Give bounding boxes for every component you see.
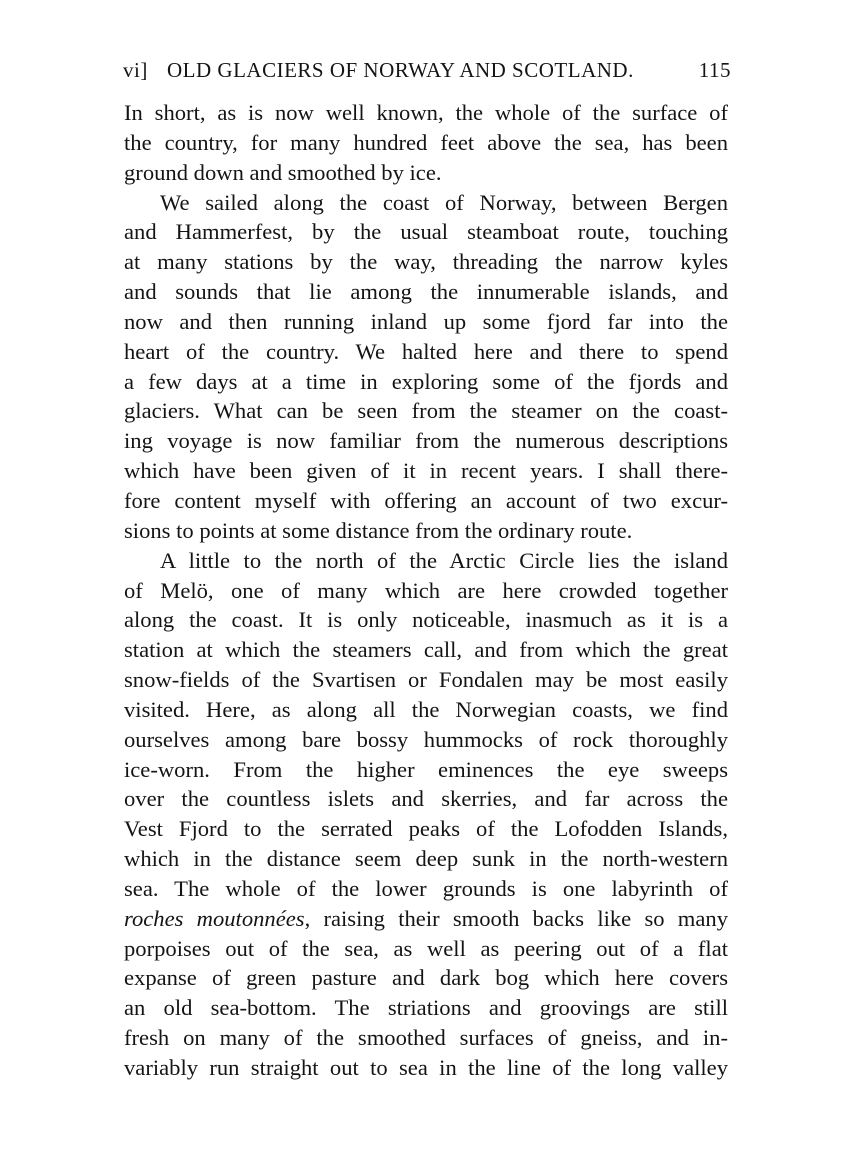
text-line: which have been given of it in recent years. I shall there-	[124, 458, 728, 484]
body-text	[124, 98, 728, 1083]
text-line: sions to points at some distance from the ordinary route.	[124, 517, 633, 543]
text-line: variably run straight out to sea in the line of the long valley	[124, 1055, 728, 1080]
text-line: at many stations by the way, threading the narrow kyles	[124, 249, 728, 275]
text-line: fore content myself with offering an account of two excur-	[124, 487, 728, 513]
running-head	[123, 58, 731, 88]
text-line: ground down and smoothed by ice.	[124, 159, 442, 185]
paragraph-first-line: A little to the north of the Arctic Circle lies the island	[160, 547, 728, 573]
text-line: an old sea-bottom. The striations and groovings are still	[124, 995, 728, 1021]
text-line: porpoises out of the sea, as well as peering out of a flat	[124, 935, 728, 961]
text-line: snow-fields of the Svartisen or Fondalen may be most easily	[124, 667, 728, 693]
line-remainder: , raising their smooth backs like so many	[304, 905, 728, 931]
text-line: In short, as is now well known, the whole of the surface of	[124, 100, 728, 125]
text-line: fresh on many of the smoothed surfaces of gneiss, and in-	[124, 1025, 728, 1051]
text-line: ice-worn. From the higher eminences the eye sweeps	[124, 756, 728, 782]
text-line: the country, for many hundred feet above the sea, has been	[124, 129, 728, 155]
paragraph-first-line: We sailed along the coast of Norway, between Bergen	[160, 189, 728, 215]
text-line: of Melö, one of many which are here crowded together	[124, 577, 728, 603]
text-line: sea. The whole of the lower grounds is one labyrinth of	[124, 875, 728, 901]
text-line: along the coast. It is only noticeable, inasmuch as it is a	[124, 607, 728, 633]
text-line: station at which the steamers call, and from which the great	[124, 637, 728, 663]
page-number: 115	[698, 58, 731, 82]
text-line: which in the distance seem deep sunk in the north-western	[124, 846, 728, 872]
text-line: ourselves among bare bossy hummocks of rock thoroughly	[124, 726, 728, 752]
italic-phrase: roches moutonnées	[124, 905, 305, 931]
text-line: ing voyage is now familiar from the numerous descriptions	[124, 428, 728, 454]
chapter-number: vi]	[123, 58, 148, 82]
text-line: now and then running inland up some fjord far into the	[124, 308, 728, 334]
text-line-with-italic	[124, 904, 728, 934]
text-line: and sounds that lie among the innumerable islands, and	[124, 279, 728, 305]
text-line: a few days at a time in exploring some of the fjords and	[124, 368, 728, 394]
text-line: expanse of green pasture and dark bog which here covers	[124, 965, 728, 991]
text-line: visited. Here, as along all the Norwegian coasts, we find	[124, 696, 728, 722]
running-title: OLD GLACIERS OF NORWAY AND SCOTLAND.	[167, 58, 634, 82]
text-line: Vest Fjord to the serrated peaks of the Lofodden Islands,	[124, 816, 728, 842]
text-line: over the countless islets and skerries, and far across the	[124, 786, 728, 812]
text-line: glaciers. What can be seen from the steamer on the coast-	[124, 398, 728, 424]
text-line: and Hammerfest, by the usual steamboat route, touching	[124, 219, 728, 245]
text-line: heart of the country. We halted here and there to spend	[124, 338, 728, 364]
